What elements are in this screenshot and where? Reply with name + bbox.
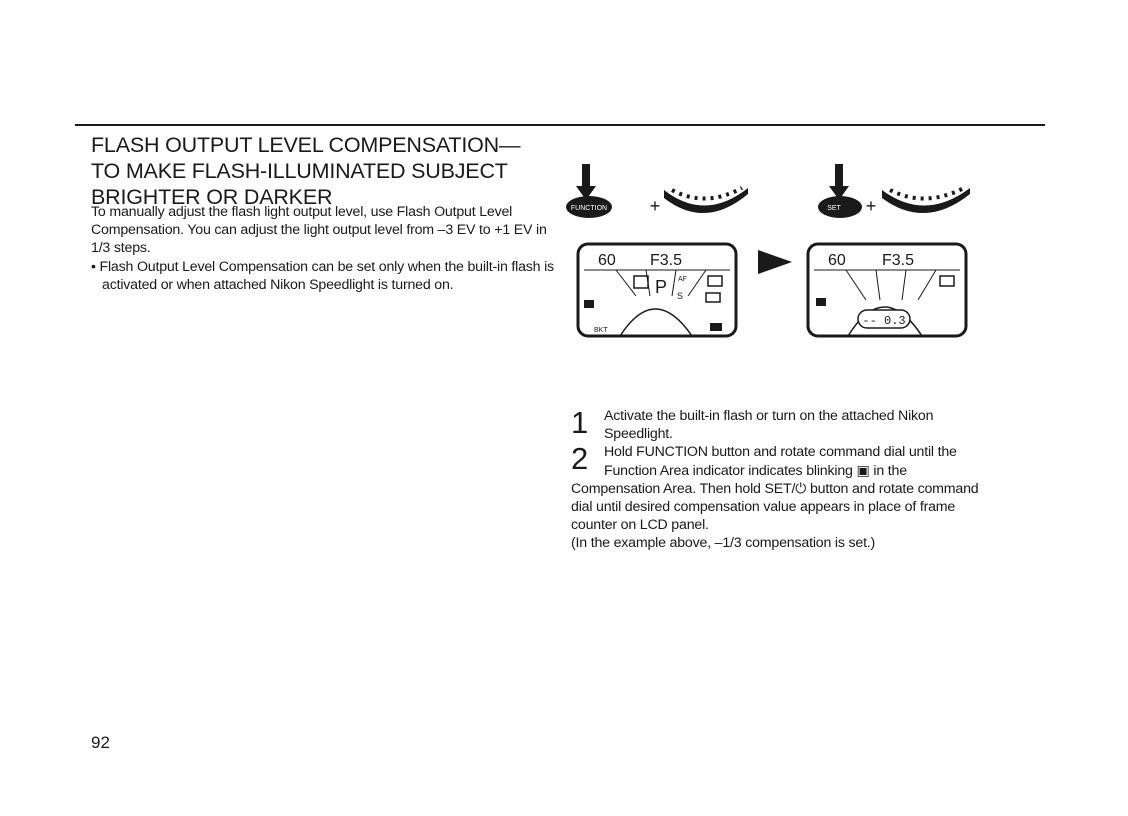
- example-note: (In the example above, –1/3 compensation is set.): [571, 535, 876, 552]
- heading-line-3: BRIGHTER OR DARKER: [91, 185, 333, 209]
- heading-line-1: FLASH OUTPUT LEVEL COMPENSATION—: [91, 133, 521, 157]
- lcd-left-shutter: 60: [598, 252, 616, 269]
- plus-sign-right: +: [865, 196, 877, 216]
- intro-paragraph: To manually adjust the flash light output level, use Flash Output Level Compensation. You can adjust the light output level from –3 EV to +1 EV in 1/3 steps.: [91, 204, 547, 257]
- lcd-right-comp-value: -- 0.3: [862, 314, 906, 328]
- heading-line-2: TO MAKE FLASH-ILLUMINATED SUBJECT: [91, 159, 508, 183]
- intro-text: [91, 203, 561, 294]
- plus-sign-left: +: [649, 196, 661, 216]
- camera-diagram: [560, 160, 990, 350]
- lcd-left-aperture: F3.5: [650, 252, 683, 269]
- set-button-label: SET: [827, 205, 841, 212]
- instruction-steps: [571, 407, 1001, 553]
- command-dial-icon-left: [664, 188, 748, 213]
- command-dial-icon-right: [882, 188, 970, 213]
- set-button-icon: [818, 164, 862, 218]
- diagram-svg: [560, 160, 990, 350]
- step-2-number: 2: [571, 441, 589, 477]
- step-2-text: Hold FUNCTION button and rotate command dial until the Function Area indicator indicates blinking ▣ in the: [604, 444, 957, 479]
- lcd-left-af: AF: [678, 276, 687, 283]
- lcd-panel-before: [578, 244, 736, 336]
- lcd-right-aperture: F3.5: [882, 252, 915, 269]
- header-rule: [75, 124, 1045, 126]
- step-2-continued: Compensation Area. Then hold SET/⏻ button and rotate command dial until desired compensation value appears in place of frame counter on LCD panel.: [571, 480, 979, 534]
- lcd-left-bkt: BKT: [594, 327, 608, 334]
- intro-bullet: • Flash Output Level Compensation can be set only when the built-in flash is activated or when attached Nikon Speedlight is turned on.: [91, 258, 554, 293]
- function-button-icon: [566, 164, 612, 218]
- step-2: [571, 443, 1001, 479]
- section-heading: [91, 132, 561, 210]
- step-1: [571, 407, 1001, 443]
- lcd-left-s: S: [677, 291, 684, 301]
- lcd-left-mode: P: [655, 277, 668, 297]
- step-1-number: 1: [571, 405, 589, 440]
- lcd-right-shutter: 60: [828, 252, 846, 269]
- lcd-panel-after: [808, 244, 966, 336]
- page-number: 92: [91, 733, 110, 752]
- arrow-right-icon: [758, 250, 792, 274]
- step-1-text: Activate the built-in flash or turn on the attached Nikon Speedlight.: [604, 408, 934, 443]
- function-button-label: FUNCTION: [570, 205, 608, 212]
